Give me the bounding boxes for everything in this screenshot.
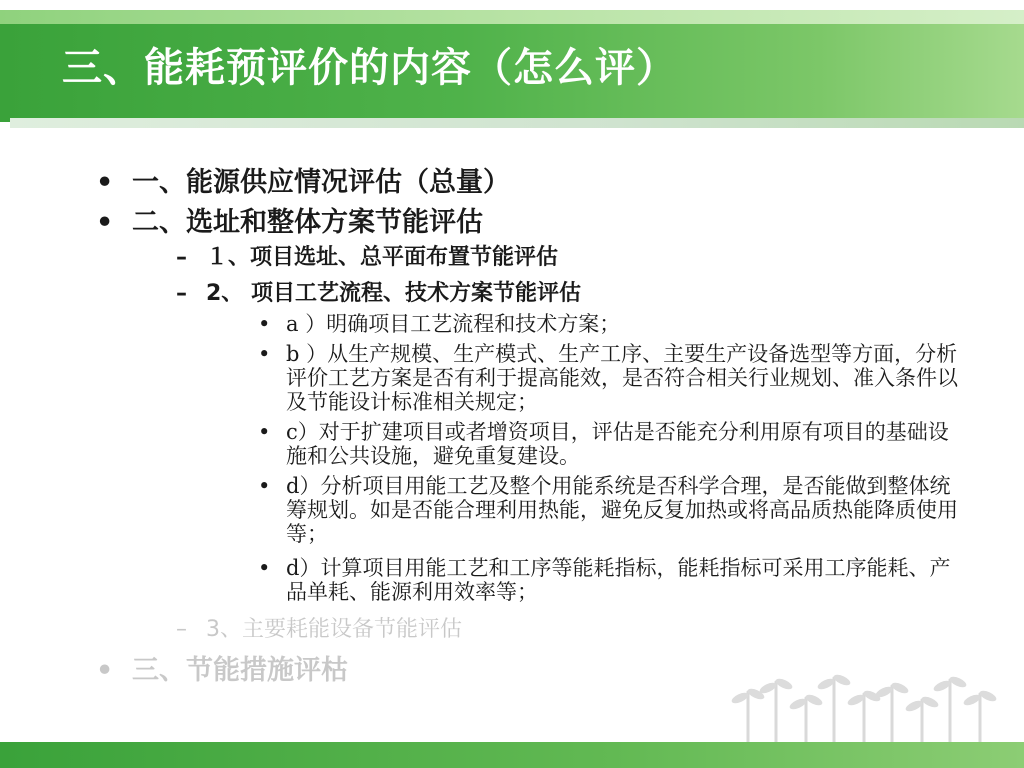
detail-item-a (258, 312, 958, 336)
slide-title: 三、能耗预评价的内容（怎么评） (62, 45, 677, 91)
bullet-item-energy-measures (96, 648, 348, 687)
bullet-dot-icon: • (258, 342, 271, 366)
dash-icon: – (176, 617, 187, 642)
sprout-plants-icon (730, 664, 1010, 742)
detail-text: b ）从生产规模、生产模式、生产工序、主要生产设备选型等方面，分析评价工艺方案是否有利于提高能效，是否符合相关行业规划、准入条件以及节能设计标准相关规定； (286, 342, 958, 414)
bullet-dot-icon: • (96, 167, 114, 198)
detail-text: d）分析项目用能工艺及整个用能系统是否科学合理，是否能做到整体统筹规划。如是否能合理利用热能，避免反复加热或将高品质热能降质使用等； (286, 474, 958, 546)
detail-text: d）计算项目用能工艺和工序等能耗指标，能耗指标可采用工序能耗、产品单耗、能源利用效率等； (286, 556, 951, 604)
bullet-text: 一、能源供应情况评估（总量） (132, 167, 510, 198)
detail-item-d (258, 474, 958, 546)
bullet-dot-icon: • (96, 655, 114, 686)
dash-icon: – (176, 281, 187, 306)
detail-text: a ）明确项目工艺流程和技术方案； (286, 312, 621, 336)
bullet-dot-icon: • (258, 312, 271, 336)
bullet-dot-icon: • (258, 556, 271, 580)
bullet-item-site-selection (96, 200, 483, 239)
bullet-dot-icon: • (96, 207, 114, 238)
bullet-dot-icon: • (258, 474, 271, 498)
sub-item-process-flow (176, 276, 581, 307)
dash-icon: – (176, 245, 187, 270)
detail-item-c (258, 420, 958, 468)
sub-item-text: 3、主要耗能设备节能评估 (206, 617, 462, 642)
bullet-dot-icon: • (258, 420, 271, 444)
bullet-text: 二、选址和整体方案节能评估 (132, 207, 483, 238)
detail-item-b (258, 342, 958, 414)
detail-item-d-energy-indicators (258, 556, 958, 604)
sub-item-text: １、项目选址、总平面布置节能评估 (206, 245, 559, 270)
bullet-text: 三、节能措施评枯 (132, 655, 348, 686)
sub-item-site-layout (176, 240, 558, 271)
detail-text: c）对于扩建项目或者增资项目，评估是否能充分利用原有项目的基础设施和公共设施，避免重复建设。 (286, 420, 949, 468)
sub-item-equipment (176, 612, 462, 643)
footer-band (0, 742, 1024, 768)
sub-item-text: 2、 项目工艺流程、技术方案节能评估 (206, 281, 581, 306)
bullet-item-energy-supply (96, 160, 510, 199)
